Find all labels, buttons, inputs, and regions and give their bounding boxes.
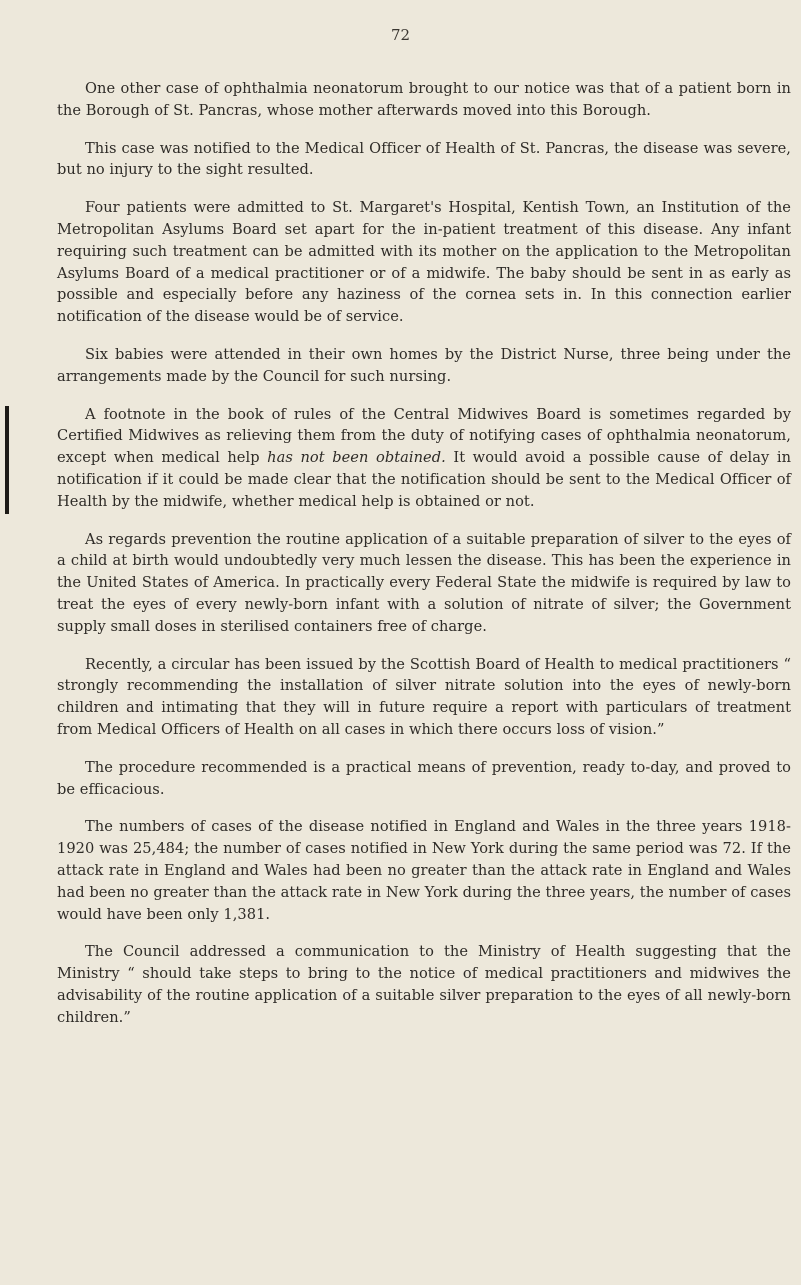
paragraph-6-text: As regards prevention the routine application of a suitable preparation of silver to the eyes of a child at birth would undoubtedly very much lessen the disease. This has been the experience in the United States of America. In practically every Federal State the midwife is required by law to treat the eyes of every newly-born infant with a solution of nitrate of silver; the Government supply small doses in sterilised containers free of charge. — [57, 530, 791, 635]
paragraph-2-text: This case was notified to the Medical Officer of Health of St. Pancras, the disease was severe, but no injury to the sight resulted. — [57, 139, 791, 179]
paragraph-10-text: The Council addressed a communication to the Ministry of Health suggesting that the Ministry “ should take steps to bring to the notice of medical practitioners and midwives the advisability of the routine application of a suitable silver preparation to the eyes of all newly-born children.” — [57, 943, 791, 1026]
paragraph-10 — [57, 941, 791, 1028]
paragraph-8 — [57, 757, 791, 801]
paragraph-5-text-italic: has not been obtained. — [267, 449, 446, 467]
paragraph-4-text: Six babies were attended in their own homes by the District Nurse, three being under the arrangements made by the Council for such nursing. — [57, 345, 791, 385]
paragraph-5 — [57, 404, 791, 513]
paragraph-9-text: The numbers of cases of the disease notified in England and Wales in the three years 1918-1920 was 25,484; the number of cases notified in New York during the same period was 72. If the attack rate in England and Wales had been no greater than the attack rate in England and Wales had been no greater than the attack rate in New York during the three years, the number of cases would have been only 1,381. — [57, 818, 791, 923]
paragraph-7-text: Recently, a circular has been issued by the Scottish Board of Health to medical practitioners “ strongly recommending the installation of silver nitrate solution into the eyes of newly-born children and intimating that they will in future require a report with particulars of treatment from Medical Officers of Health on all cases in which there occurs loss of vision.” — [57, 655, 791, 738]
paragraph-1-text: One other case of ophthalmia neonatorum brought to our notice was that of a patient born in the Borough of St. Pancras, whose mother afterwards moved into this Borough. — [57, 80, 791, 119]
paragraph-9 — [57, 816, 791, 925]
paragraph-5-text-before: A footnote in the book of rules of the Central Midwives Board is sometimes regarded by Certified Midwives as relieving them from the duty of notifying cases of ophthalmia neonatorum, except when medical help — [57, 405, 791, 467]
paragraph-6 — [57, 529, 791, 638]
paragraph-8-text: The procedure recommended is a practical means of prevention, ready to-day, and proved to be efficacious. — [57, 758, 791, 798]
page-number: 72 — [390, 26, 411, 44]
paragraph-3-text: Four patients were admitted to St. Margaret's Hospital, Kentish Town, an Institution of the Metropolitan Asylums Board set apart for the in-patient treatment of this disease. Any infant requiring such treatment can be admitted with its mother on the application to the Metropolitan Asylums Board of a medical practitioner or of a midwife. The baby should be sent in as early as possible and especially before any haziness of the cornea sets in. In this connection earlier notification of the disease would be of service. — [57, 199, 791, 326]
paragraph-4 — [57, 344, 791, 388]
paragraph-2 — [57, 138, 791, 182]
paragraph-7 — [57, 654, 791, 741]
paragraph-1 — [57, 78, 791, 122]
document-body — [57, 78, 791, 1044]
paragraph-5-text-after: It would avoid a possible cause of delay in notification if it could be made clear that the notification should be sent to the Medical Officer of Health by the midwife, whether medical help is obtained or not. — [57, 449, 792, 510]
margin-marker-bar — [5, 406, 9, 514]
paragraph-3 — [57, 197, 791, 328]
